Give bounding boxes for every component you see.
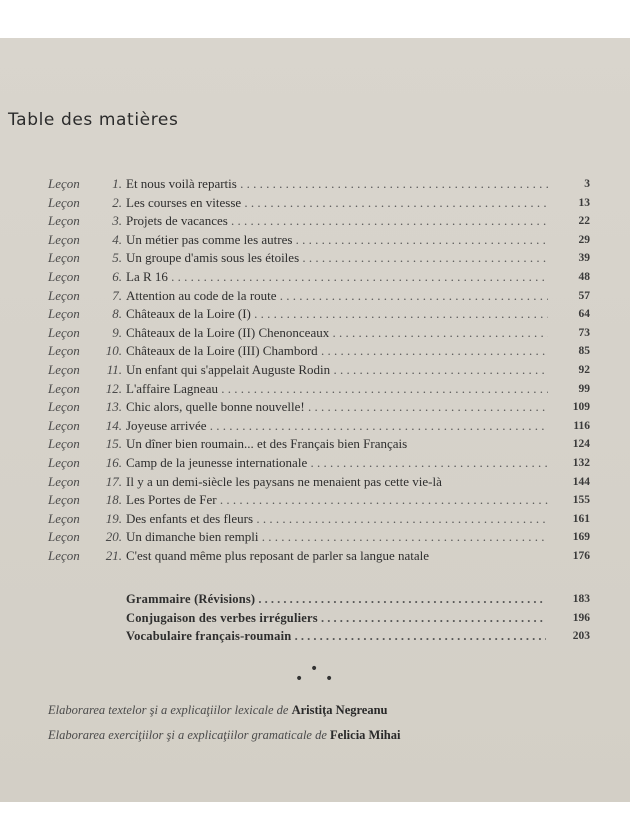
lesson-title: Joyeuse arrivée . . .: [126, 417, 548, 436]
page-number: 48: [578, 270, 590, 283]
lesson-title: Chic alors, quelle bonne nouvelle! . . .: [126, 398, 548, 417]
toc-row: [0, 212, 630, 231]
toc-row: [0, 268, 630, 287]
lesson-keyword: Leçon: [48, 250, 80, 266]
lesson-title: La R 16 . . .: [126, 268, 548, 287]
lesson-number: 15.: [105, 436, 122, 452]
lesson-keyword: Leçon: [48, 399, 80, 415]
toc-row: [0, 510, 630, 529]
toc-row: [0, 361, 630, 380]
credit-line: [48, 728, 401, 743]
toc-row: [0, 547, 630, 566]
lesson-keyword: Leçon: [48, 343, 80, 359]
appendix-row: [0, 590, 630, 609]
page-number: 64: [578, 308, 590, 321]
lesson-keyword: Leçon: [48, 454, 80, 470]
lesson-keyword: Leçon: [48, 287, 80, 303]
lesson-number: 16.: [105, 454, 122, 470]
toc-row: [0, 417, 630, 436]
toc-row: [0, 305, 630, 324]
lesson-title: Châteaux de la Loire (III) Chambord . . .: [126, 342, 548, 361]
lesson-title: Les courses en vitesse . . .: [126, 194, 548, 213]
toc-row: [0, 473, 630, 492]
lesson-keyword: Leçon: [48, 510, 80, 526]
lesson-title: Un groupe d'amis sous les étoiles . . .: [126, 249, 548, 268]
lesson-number: 9.: [112, 324, 122, 340]
lesson-list: [0, 175, 630, 565]
page-number: 92: [578, 363, 590, 376]
page-number: 99: [578, 382, 590, 395]
lesson-keyword: Leçon: [48, 547, 80, 563]
lesson-keyword: Leçon: [48, 436, 80, 452]
appendix-list: [0, 590, 630, 646]
lesson-number: 10.: [105, 343, 122, 359]
lesson-keyword: Leçon: [48, 492, 80, 508]
lesson-number: 2.: [112, 194, 122, 210]
lesson-keyword: Leçon: [48, 417, 80, 433]
page-number: 144: [572, 475, 590, 488]
lesson-keyword: Leçon: [48, 231, 80, 247]
lesson-number: 1.: [112, 176, 122, 191]
credit-name: Felicia Mihai: [330, 728, 401, 742]
appendix-title: Vocabulaire français-roumain . . .: [126, 627, 546, 646]
page-number: 29: [578, 233, 590, 246]
toc-row: [0, 324, 630, 343]
lesson-keyword: Leçon: [48, 380, 80, 396]
page-number: 116: [573, 419, 590, 432]
appendix-row: [0, 627, 630, 646]
toc-row: [0, 194, 630, 213]
lesson-number: 5.: [112, 250, 122, 266]
lesson-title: Châteaux de la Loire (II) Chenonceaux . . .: [126, 324, 548, 343]
toc-row: [0, 287, 630, 306]
page-number: 155: [572, 494, 590, 507]
toc-row: [0, 435, 630, 454]
lesson-number: 12.: [105, 380, 122, 396]
lesson-number: 21.: [105, 547, 122, 563]
star-glyph: •: [295, 671, 304, 687]
lesson-number: 3.: [112, 213, 122, 229]
lesson-title: Et nous voilà repartis . . .: [126, 175, 548, 194]
page-number: 169: [572, 531, 590, 544]
lesson-title: Châteaux de la Loire (I) . . .: [126, 305, 548, 324]
lesson-title: Un métier pas comme les autres . . .: [126, 231, 548, 250]
lesson-number: 11.: [106, 361, 122, 377]
lesson-number: 4.: [112, 231, 122, 247]
toc-row: [0, 380, 630, 399]
toc-row: [0, 398, 630, 417]
toc-row: [0, 249, 630, 268]
lesson-number: 14.: [105, 417, 122, 433]
page-number: 183: [572, 593, 590, 605]
page-number: 124: [572, 438, 590, 451]
credit-text: Elaborarea exerciţiilor şi a explicaţiilor gramaticale de: [48, 728, 327, 742]
lesson-title: Des enfants et des fleurs . . .: [126, 510, 548, 529]
page-number: 161: [572, 512, 590, 525]
lesson-keyword: Leçon: [48, 213, 80, 229]
credit-name: Aristiţa Negreanu: [291, 703, 388, 717]
lesson-title: Un enfant qui s'appelait Auguste Rodin . . .: [126, 361, 548, 380]
lesson-title: Attention au code de la route . . .: [126, 287, 548, 306]
star-glyph: •: [310, 661, 319, 677]
lesson-title: C'est quand même plus reposant de parler sa langue natale: [126, 547, 430, 563]
credit-line: [48, 703, 388, 718]
lesson-keyword: Leçon: [48, 324, 80, 340]
lesson-number: 18.: [105, 492, 122, 508]
page-number: 13: [578, 196, 590, 209]
lesson-title: Un dimanche bien rempli . . .: [126, 528, 548, 547]
lesson-keyword: Leçon: [48, 268, 80, 284]
lesson-number: 19.: [105, 510, 122, 526]
page-number: 73: [578, 326, 590, 339]
credit-text: Elaborarea textelor şi a explicaţiilor lexicale de: [48, 703, 289, 717]
lesson-title: L'affaire Lagneau . . .: [126, 380, 548, 399]
lesson-title: Il y a un demi-siècle les paysans ne menaient pas cette vie-là: [126, 473, 442, 489]
appendix-row: [0, 609, 630, 628]
lesson-keyword: Leçon: [48, 529, 80, 545]
toc-row: [0, 454, 630, 473]
appendix-title: Conjugaison des verbes irréguliers . . .: [126, 609, 546, 628]
lesson-number: 7.: [112, 287, 122, 303]
page-number: 39: [578, 252, 590, 265]
appendix-title: Grammaire (Révisions) . . .: [126, 590, 546, 609]
lesson-keyword: Leçon: [48, 473, 80, 489]
lesson-title: Projets de vacances . . .: [126, 212, 548, 231]
page-number: 132: [572, 456, 590, 469]
lesson-keyword: Leçon: [48, 306, 80, 322]
lesson-number: 20.: [105, 529, 122, 545]
page-number: 176: [572, 549, 590, 562]
lesson-keyword: Leçon: [48, 176, 80, 191]
page-title: Table des matières: [8, 110, 179, 130]
lesson-number: 8.: [112, 306, 122, 322]
toc-row: [0, 528, 630, 547]
toc-row: [0, 342, 630, 361]
lesson-title: Camp de la jeunesse internationale . . .: [126, 454, 548, 473]
lesson-title: Les Portes de Fer . . .: [126, 491, 548, 510]
asterism-ornament: [290, 660, 350, 690]
page-number: 109: [572, 401, 590, 414]
lesson-title: Un dîner bien roumain... et des Français bien Français: [126, 436, 408, 452]
page-number: 203: [572, 630, 590, 643]
star-glyph: •: [325, 671, 334, 687]
lesson-keyword: Leçon: [48, 194, 80, 210]
toc-row: [0, 231, 630, 250]
lesson-number: 17.: [105, 473, 122, 489]
lesson-keyword: Leçon: [48, 361, 80, 377]
page-number: 85: [578, 345, 590, 358]
page-number: 3: [584, 178, 590, 190]
page-number: 57: [578, 289, 590, 302]
lesson-number: 6.: [112, 268, 122, 284]
toc-row: [0, 175, 630, 194]
page-number: 22: [578, 215, 590, 228]
lesson-number: 13.: [105, 399, 122, 415]
toc-row: [0, 491, 630, 510]
page-number: 196: [572, 611, 590, 624]
